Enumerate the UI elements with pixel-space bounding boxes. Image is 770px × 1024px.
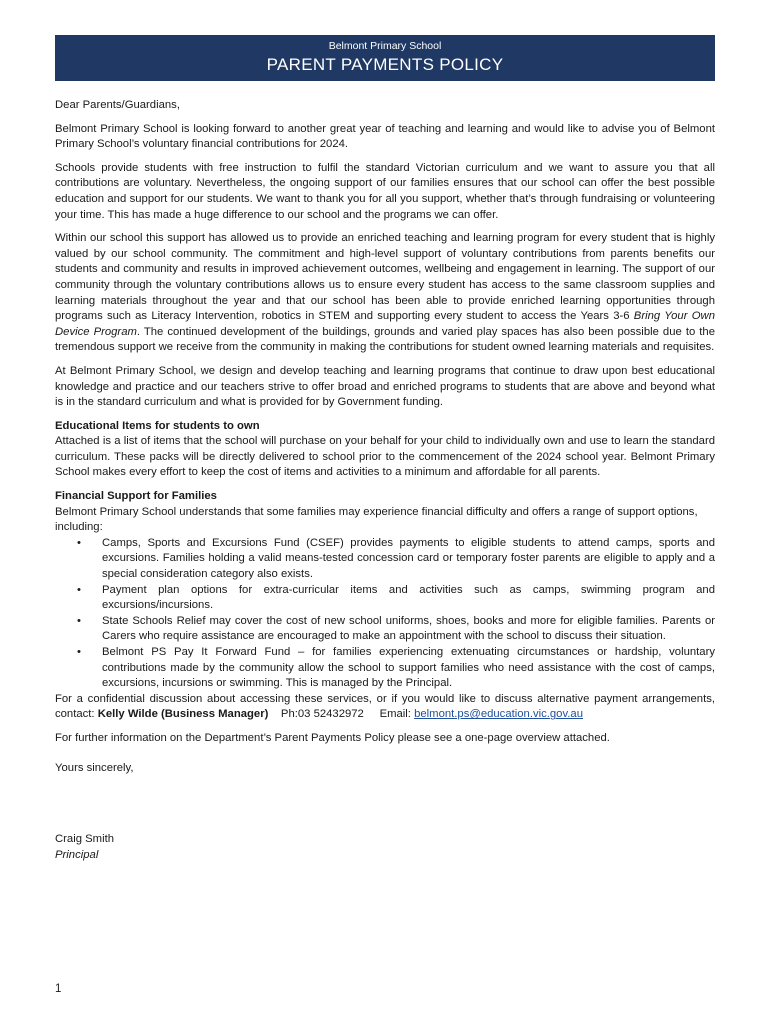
bullet-icon: •: [77, 583, 81, 596]
contact-email-label: Email:: [379, 708, 411, 721]
paragraph-intro: Belmont Primary School is looking forward to another great year of teaching and learning and would like to advise you of Belmont Primary School’s voluntary financial contributions for 2024.: [55, 122, 715, 151]
section-heading-educational-items: Educational Items for students to own: [55, 419, 260, 432]
document-title: PARENT PAYMENTS POLICY: [266, 55, 504, 74]
paragraph-financial-support-intro: Belmont Primary School understands that some families may experience financial difficulty and offers a range of support options, including:: [55, 505, 698, 534]
paragraph-free-instruction: Schools provide students with free instruction to fulfil the standard Victorian curriculum and we want to assure you that all contributions are voluntary. Nevertheless, the ongoing support of our families ensures that our school can offer the best possible education and support for our students. We want to thank you for all you support, whether that’s through fundraising or volunteering your time. This has made a huge difference to our school and the programs we can offer.: [55, 161, 715, 221]
support-option-csef: Camps, Sports and Excursions Fund (CSEF) provides payments to eligible students to attend camps, sports and excursions. Families holding a valid means-tested concession card or temporary foster parents are eligible to apply and a special consideration category also exists.: [102, 536, 715, 581]
contact-email-link[interactable]: belmont.ps@education.vic.gov.au: [414, 708, 583, 721]
support-options-list: [55, 536, 715, 692]
byod-program-name: Bring Your Own Device Program: [55, 310, 715, 338]
support-option-pay-it-forward: Belmont PS Pay It Forward Fund – for families experiencing extenuating circumstances or hardship, voluntary contributions made by the community allow the school to support families who need assistance with the cost of camps, excursions, incursions or swimming. This is managed by the Principal.: [102, 646, 715, 690]
p3-text-start: Within our school this support has allowed us to provide an enriched teaching and learning program for every student that is highly valued by our school community. The commitment and high-level support of voluntary contributions from parents benefits our students and community and results in improved achievement outcomes, wellbeing and engagement in learning. The support of our community through the voluntary contributions allows us to ensure every student has access to the same classroom supplies and learning materials throughout the year and that our school has been able to provide enriched learning opportunities through programs such as Literacy Intervention, robotics in STEM and supporting every student to access the Years 3-6: [55, 232, 715, 323]
contact-paragraph: [55, 692, 715, 723]
paragraph-educational-items: Attached is a list of items that the school will purchase on your behalf for your child to individually own and use to learn the standard curriculum. These packs will be directly delivered to school prior to the commencement of the 2024 school year. Belmont Primary School makes every effort to keep the cost of items and activities to a minimum and affordable for all parents.: [55, 435, 715, 479]
support-option-payment-plan: Payment plan options for extra-curricular items and activities such as camps, swimming program and excursions/incursions.: [102, 583, 715, 612]
paragraph-enriched-program: [55, 231, 715, 356]
salutation: Dear Parents/Guardians,: [55, 99, 180, 111]
list-item: [55, 645, 715, 692]
paragraph-programs: At Belmont Primary School, we design and develop teaching and learning programs that continue to draw upon best educational knowledge and practice and our teachers strive to offer broad and enriched programs to students that are above and beyond what is in the standard curriculum and what is provided for by Government funding.: [55, 364, 715, 409]
school-name: Belmont Primary School: [328, 40, 442, 52]
list-item: [55, 583, 715, 614]
contact-name: Kelly Wilde (Business Manager): [97, 708, 269, 721]
p3-text-end: . The continued development of the buildings, grounds and varied play spaces has also been possible due to the tremendous support we receive from the community in making the contributions for student owned learning materials and requisites.: [55, 325, 715, 354]
section-heading-financial-support: Financial Support for Families: [55, 490, 217, 503]
letter-body: [55, 98, 715, 863]
contact-intro: For a confidential discussion about accessing these services, or if you would like to discuss alternative payment arrangements, contact:: [55, 692, 715, 721]
page-number: 1: [55, 983, 62, 995]
bullet-icon: •: [77, 614, 81, 627]
closing: Yours sincerely,: [55, 761, 134, 774]
signer-title: Principal: [55, 848, 99, 861]
bullet-icon: •: [77, 646, 81, 658]
list-item: [55, 536, 715, 583]
list-item: [55, 614, 715, 645]
header-banner: [55, 35, 715, 81]
support-option-state-schools-relief: State Schools Relief may cover the cost of new school uniforms, shoes, books and more for eligible families. Parents or Carers who require assistance are encouraged to make an appointment with the school to discuss their situation.: [102, 614, 715, 643]
signature-space: [55, 784, 715, 820]
bullet-icon: •: [77, 536, 81, 549]
signer-name: Craig Smith: [55, 833, 115, 846]
contact-phone: Ph:03 52432972: [280, 708, 364, 721]
paragraph-further-info: For further information on the Department’s Parent Payments Policy please see a one-page overview attached.: [55, 731, 610, 744]
